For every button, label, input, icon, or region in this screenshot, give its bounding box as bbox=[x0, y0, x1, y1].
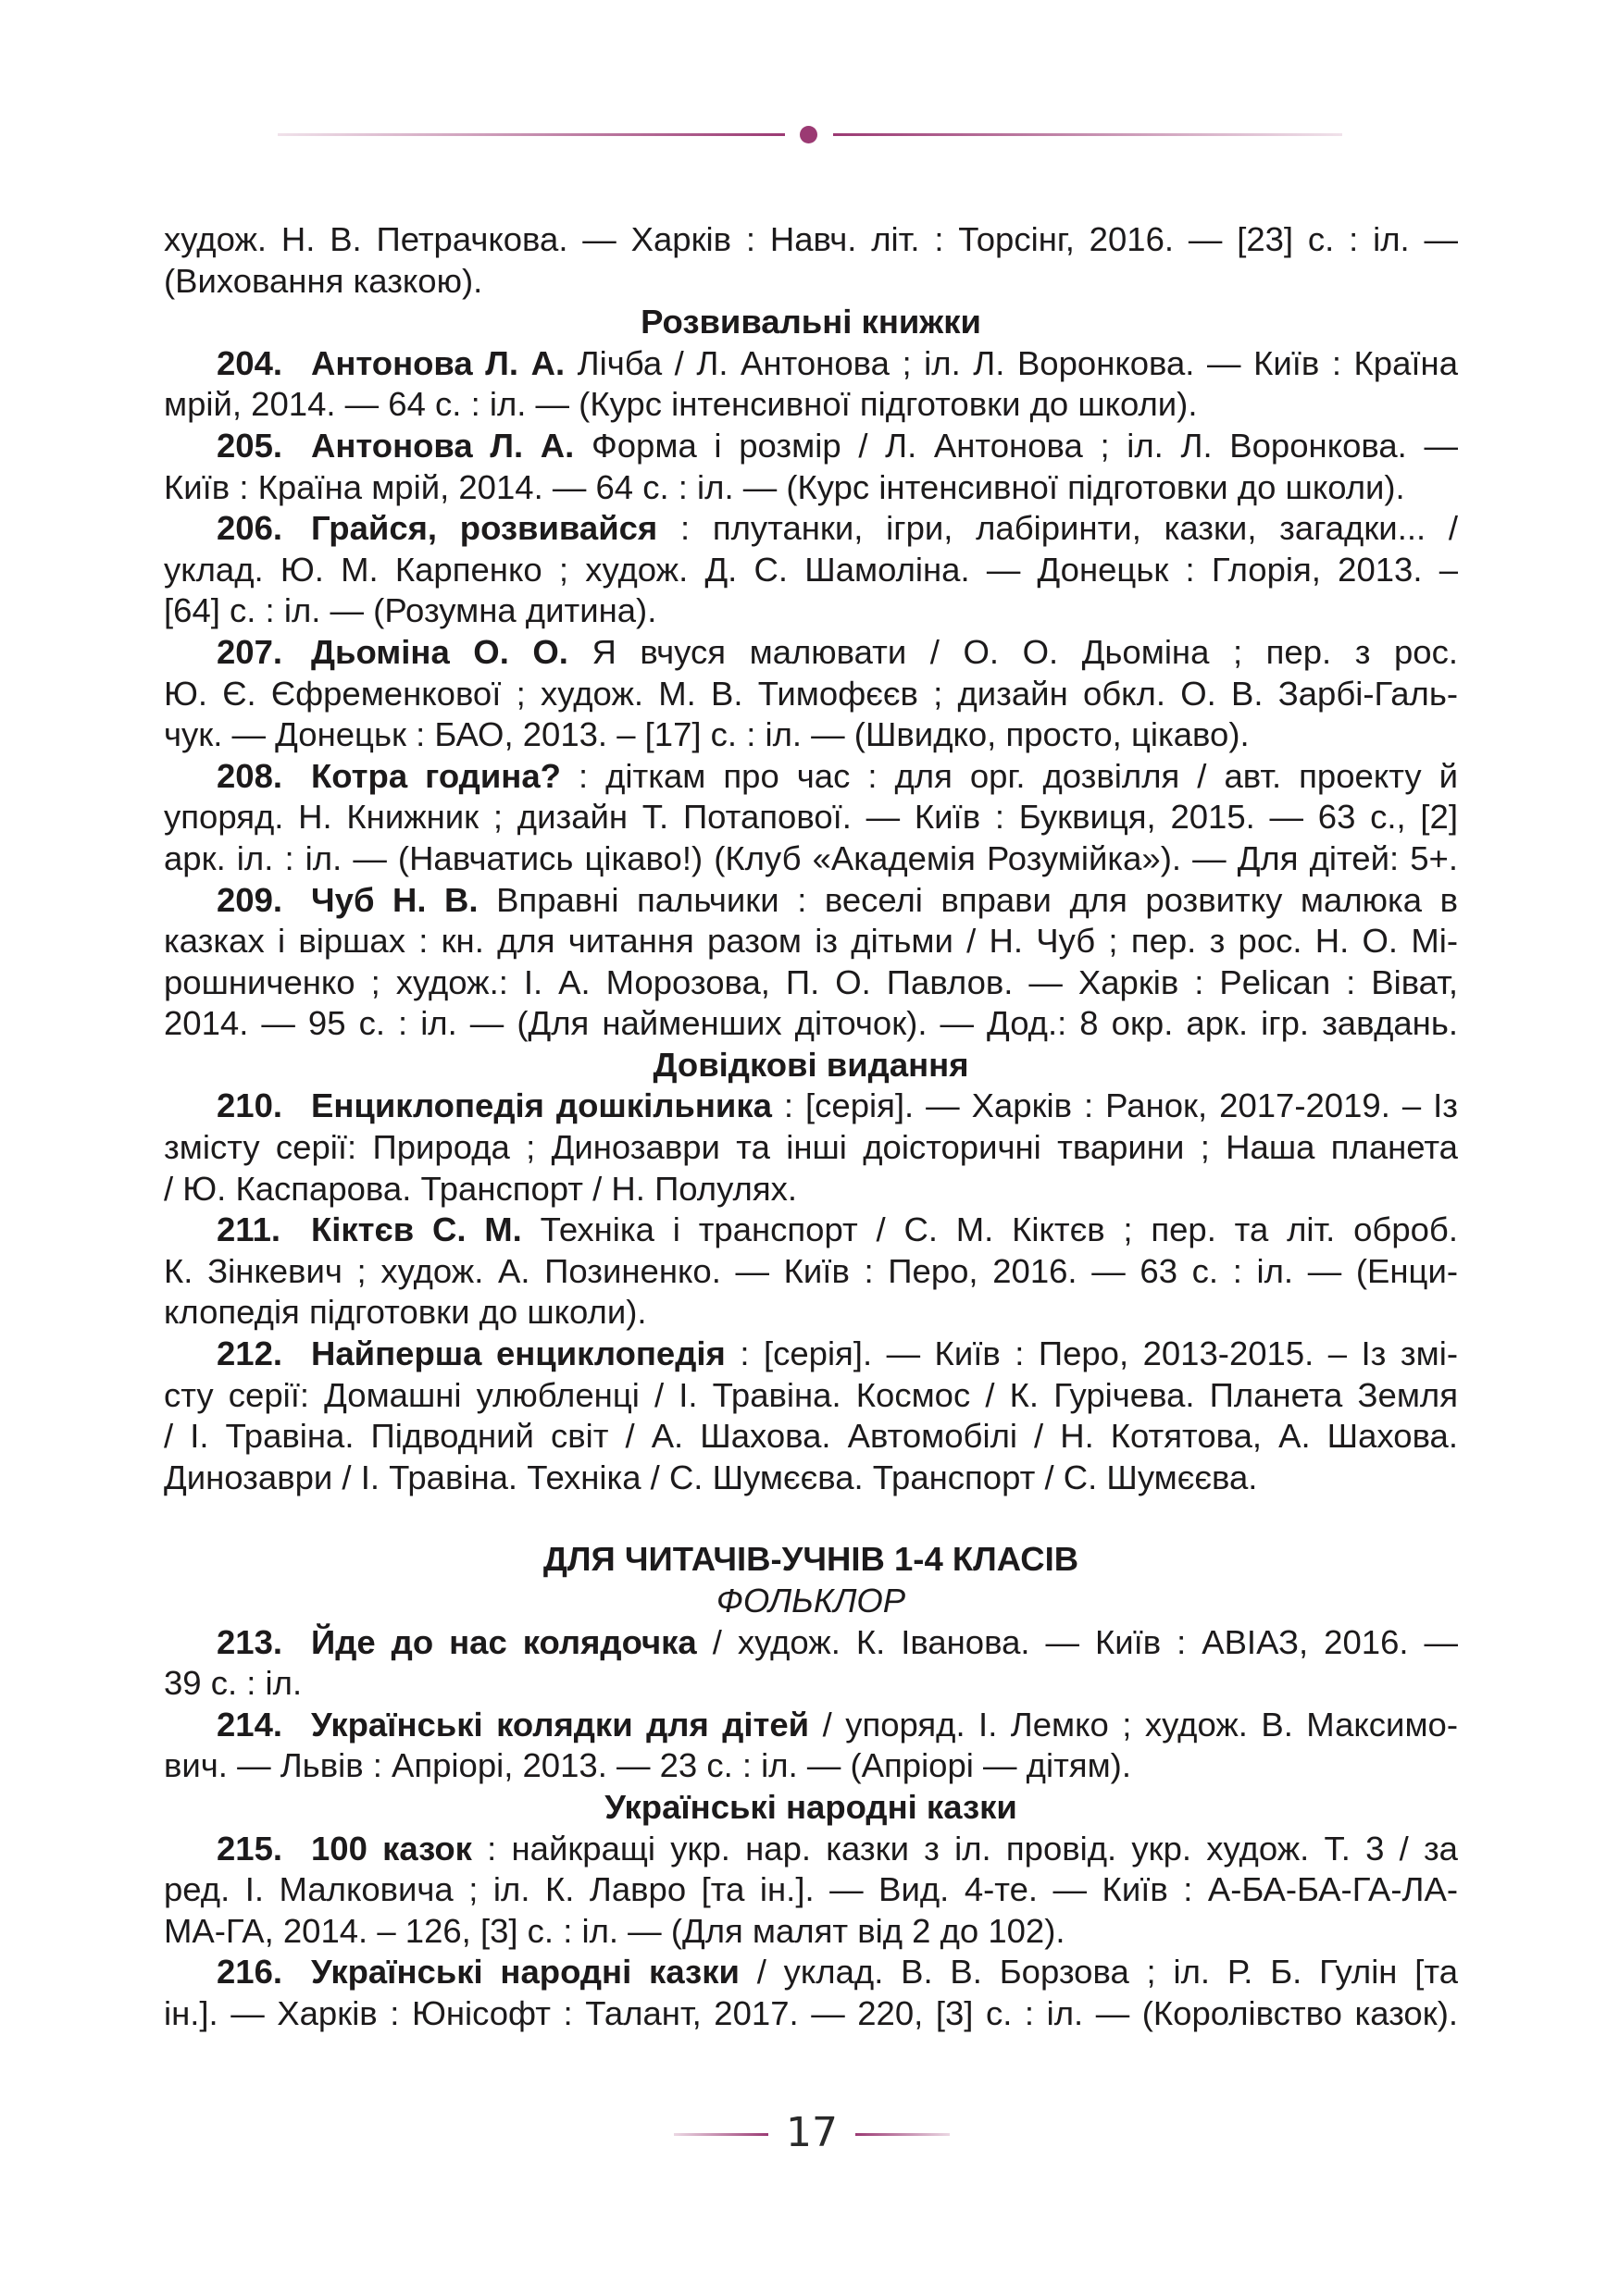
entry-205 bbox=[164, 426, 1458, 508]
entry-208 bbox=[164, 756, 1458, 880]
entry-line bbox=[164, 426, 1458, 467]
entry-line: МА-ГА, 2014. – 126, [3] с. : іл. — (Для малят від 2 до 102). bbox=[164, 1911, 1065, 1950]
entry-title: Найперша енциклопедія bbox=[311, 1334, 726, 1373]
entry-line bbox=[164, 343, 1458, 385]
entry-line bbox=[164, 1086, 1458, 1127]
page-number: 17 bbox=[786, 2109, 838, 2156]
entry-210 bbox=[164, 1086, 1458, 1210]
entry-text: : діткам про час : для орг. дозвілля / авт. проекту й bbox=[578, 756, 1458, 795]
entry-author: Антонова Л. А. bbox=[311, 343, 566, 382]
entry-title: Йде до нас колядочка bbox=[311, 1622, 697, 1661]
entry-line: [64] с. : іл. — (Розумна дитина). bbox=[164, 591, 657, 630]
entry-number: 215. bbox=[217, 1829, 283, 1868]
entry-line bbox=[164, 880, 1458, 922]
entry-title: Енциклопедія дошкільника bbox=[311, 1086, 772, 1125]
entry-text: : [серія]. — Київ : Перо, 2013-2015. – Із змі- bbox=[740, 1334, 1458, 1373]
entry-number: 214. bbox=[217, 1705, 283, 1744]
entry-line bbox=[164, 1829, 1458, 1870]
entry-author: Антонова Л. А. bbox=[311, 426, 575, 465]
entry-text: Форма і розмір / Л. Антонова ; іл. Л. Воронкова. — bbox=[592, 426, 1458, 465]
entry-author: Дьоміна О. О. bbox=[311, 632, 568, 671]
entry-line: уклад. Ю. М. Карпенко ; худож. Д. С. Шамоліна. — Донецьк : Глорія, 2013. – bbox=[164, 550, 1458, 589]
entry-213 bbox=[164, 1622, 1458, 1705]
entry-text: : плутанки, ігри, лабіринти, казки, загадки... / bbox=[679, 509, 1458, 548]
entry-text: Вправні пальчики : веселі вправи для розвитку малюка в bbox=[496, 880, 1458, 919]
entry-title: Українські колядки для дітей bbox=[311, 1705, 810, 1744]
entry-line bbox=[164, 1705, 1458, 1746]
entry-212 bbox=[164, 1334, 1458, 1498]
entry-title: Грайся, розвивайся bbox=[311, 509, 658, 548]
entry-number: 212. bbox=[217, 1334, 283, 1373]
entry-text: : найкращі укр. нар. казки з іл. провід. укр. худож. Т. 3 / за bbox=[487, 1829, 1458, 1868]
entry-author: Кіктєв С. М. bbox=[311, 1210, 522, 1249]
entry-line bbox=[164, 1210, 1458, 1251]
entry-number: 213. bbox=[217, 1622, 283, 1661]
entry-line: рошниченко ; худож.: І. А. Морозова, П. О. Павлов. — Харків : Pelican : Віват, bbox=[164, 962, 1458, 1001]
entry-text: : [серія]. — Харків : Ранок, 2017-2019. – Із bbox=[783, 1086, 1458, 1125]
entry-line bbox=[164, 508, 1458, 550]
entry-number: 204. bbox=[217, 343, 283, 382]
entry-215 bbox=[164, 1829, 1458, 1953]
entry-line: Ю. Є. Єфременкової ; худож. М. В. Тимофєєв ; дизайн обкл. О. В. Зарбі-Галь- bbox=[164, 674, 1458, 713]
entry-line: арк. іл. : іл. — (Навчатись цікаво!) (Клуб «Академія Розумійка»). — Для дітей: 5+. bbox=[164, 838, 1458, 877]
entry-text: / упоряд. І. Лемко ; худож. В. Максимо- bbox=[822, 1705, 1458, 1744]
section-heading-dovid: Довідкові видання bbox=[653, 1045, 969, 1084]
entry-line: вич. — Львів : Апріорі, 2013. — 23 с. : іл. — (Апріорі — дітям). bbox=[164, 1746, 1131, 1785]
entry-line: Динозаври / І. Травіна. Техніка / С. Шумєєва. Транспорт / С. Шумєєва. bbox=[164, 1458, 1258, 1496]
entry-line: ін.]. — Харків : Юнісофт : Талант, 2017. — 220, [3] с. : іл. — (Королівство казок). bbox=[164, 1993, 1458, 2032]
intro-line-2: (Виховання казкою). bbox=[164, 261, 483, 300]
entry-line bbox=[164, 1622, 1458, 1664]
header-dot bbox=[800, 126, 817, 143]
entry-line: сту серії: Домашні улюбленці / І. Травіна. Космос / К. Гурічева. Планета Земля bbox=[164, 1375, 1458, 1414]
entry-line: Київ : Країна мрій, 2014. — 64 с. : іл. — (Курс інтенсивної підготовки до школи). bbox=[164, 467, 1405, 506]
intro-line-1: худож. Н. В. Петрачкова. — Харків : Навч. літ. : Торсінг, 2016. — [23] с. : іл. — bbox=[164, 220, 1458, 258]
entry-text: Техніка і транспорт / С. М. Кіктєв ; пер. та літ. оброб. bbox=[540, 1210, 1458, 1249]
spacer bbox=[164, 1498, 1458, 1539]
entry-line: ред. І. Малковича ; іл. К. Лавро [та ін.]. — Вид. 4-те. — Київ : А-БА-БА-ГА-ЛА- bbox=[164, 1870, 1458, 1909]
entry-line: чук. — Донецьк : БАО, 2013. – [17] с. : іл. — (Швидко, просто, цікаво). bbox=[164, 715, 1250, 754]
entry-line: змісту серії: Природа ; Динозаври та інші доісторичні тварини ; Наша планета bbox=[164, 1128, 1458, 1167]
footer-rule-right bbox=[855, 2133, 950, 2136]
entry-206 bbox=[164, 508, 1458, 632]
entry-207 bbox=[164, 632, 1458, 756]
entry-line: мрій, 2014. — 64 с. : іл. — (Курс інтенсивної підготовки до школи). bbox=[164, 385, 1198, 424]
entry-line: / І. Травіна. Підводний світ / А. Шахова. Автомобілі / Н. Котятова, А. Шахова. bbox=[164, 1417, 1458, 1456]
entry-line bbox=[164, 632, 1458, 674]
entry-number: 206. bbox=[217, 509, 283, 548]
entry-214 bbox=[164, 1705, 1458, 1787]
section-subheading-folklore: ФОЛЬКЛОР bbox=[716, 1582, 906, 1620]
entry-title: Українські народні казки bbox=[311, 1953, 740, 1992]
entry-line bbox=[164, 1334, 1458, 1375]
entry-line: 39 с. : іл. bbox=[164, 1664, 303, 1703]
section-heading-razvyv: Розвивальні книжки bbox=[641, 303, 981, 341]
header-rule-right bbox=[833, 133, 1342, 136]
entry-number: 209. bbox=[217, 880, 283, 919]
entry-number: 207. bbox=[217, 632, 283, 671]
entry-text: Лічба / Л. Антонова ; іл. Л. Воронкова. — Київ : Країна bbox=[577, 343, 1459, 382]
entry-number: 210. bbox=[217, 1086, 283, 1125]
entry-number: 211. bbox=[217, 1210, 281, 1249]
footer-rule-left bbox=[674, 2133, 768, 2136]
entry-line bbox=[164, 756, 1458, 798]
entry-text: / уклад. В. В. Борзова ; іл. Р. Б. Гулін [та bbox=[756, 1953, 1459, 1992]
entry-title: Котра година? bbox=[311, 756, 561, 795]
entry-author: Чуб Н. В. bbox=[311, 880, 479, 919]
footer-ornament bbox=[674, 2107, 952, 2163]
header-rule-left bbox=[278, 133, 785, 136]
entry-text: Я вчуся малювати / О. О. Дьоміна ; пер. з рос. bbox=[592, 632, 1458, 671]
entry-216 bbox=[164, 1952, 1458, 2034]
entry-line bbox=[164, 1952, 1458, 1993]
entry-number: 205. bbox=[217, 426, 283, 465]
section-heading-grade: ДЛЯ ЧИТАЧІВ-УЧНІВ 1-4 КЛАСІВ bbox=[542, 1540, 1079, 1579]
entry-number: 208. bbox=[217, 756, 283, 795]
entry-211 bbox=[164, 1210, 1458, 1334]
entry-line: клопедія підготовки до школи). bbox=[164, 1293, 647, 1332]
section-heading-kazky: Українські народні казки bbox=[604, 1787, 1017, 1826]
entry-line: 2014. — 95 с. : іл. — (Для найменших діточок). — Дод.: 8 окр. арк. ігр. завдань. bbox=[164, 1004, 1458, 1043]
entry-204 bbox=[164, 343, 1458, 426]
entry-number: 216. bbox=[217, 1953, 283, 1992]
entry-line: упоряд. Н. Книжник ; дизайн Т. Потапової. — Київ : Буквиця, 2015. — 63 с., [2] bbox=[164, 798, 1458, 837]
entry-text: / худож. К. Іванова. — Київ : АВІАЗ, 2016. — bbox=[712, 1622, 1458, 1661]
header-ornament bbox=[278, 126, 1342, 144]
entry-line: казках і віршах : кн. для читання разом із дітьми / Н. Чуб ; пер. з рос. Н. О. Мі- bbox=[164, 922, 1458, 961]
entry-209 bbox=[164, 880, 1458, 1045]
entry-title: 100 казок bbox=[311, 1829, 472, 1868]
page-content bbox=[164, 219, 1458, 2035]
entry-line: / Ю. Каспарова. Транспорт / Н. Полулях. bbox=[164, 1169, 798, 1208]
entry-line: К. Зінкевич ; худож. А. Позиненко. — Київ : Перо, 2016. — 63 с. : іл. — (Енци- bbox=[164, 1251, 1458, 1290]
